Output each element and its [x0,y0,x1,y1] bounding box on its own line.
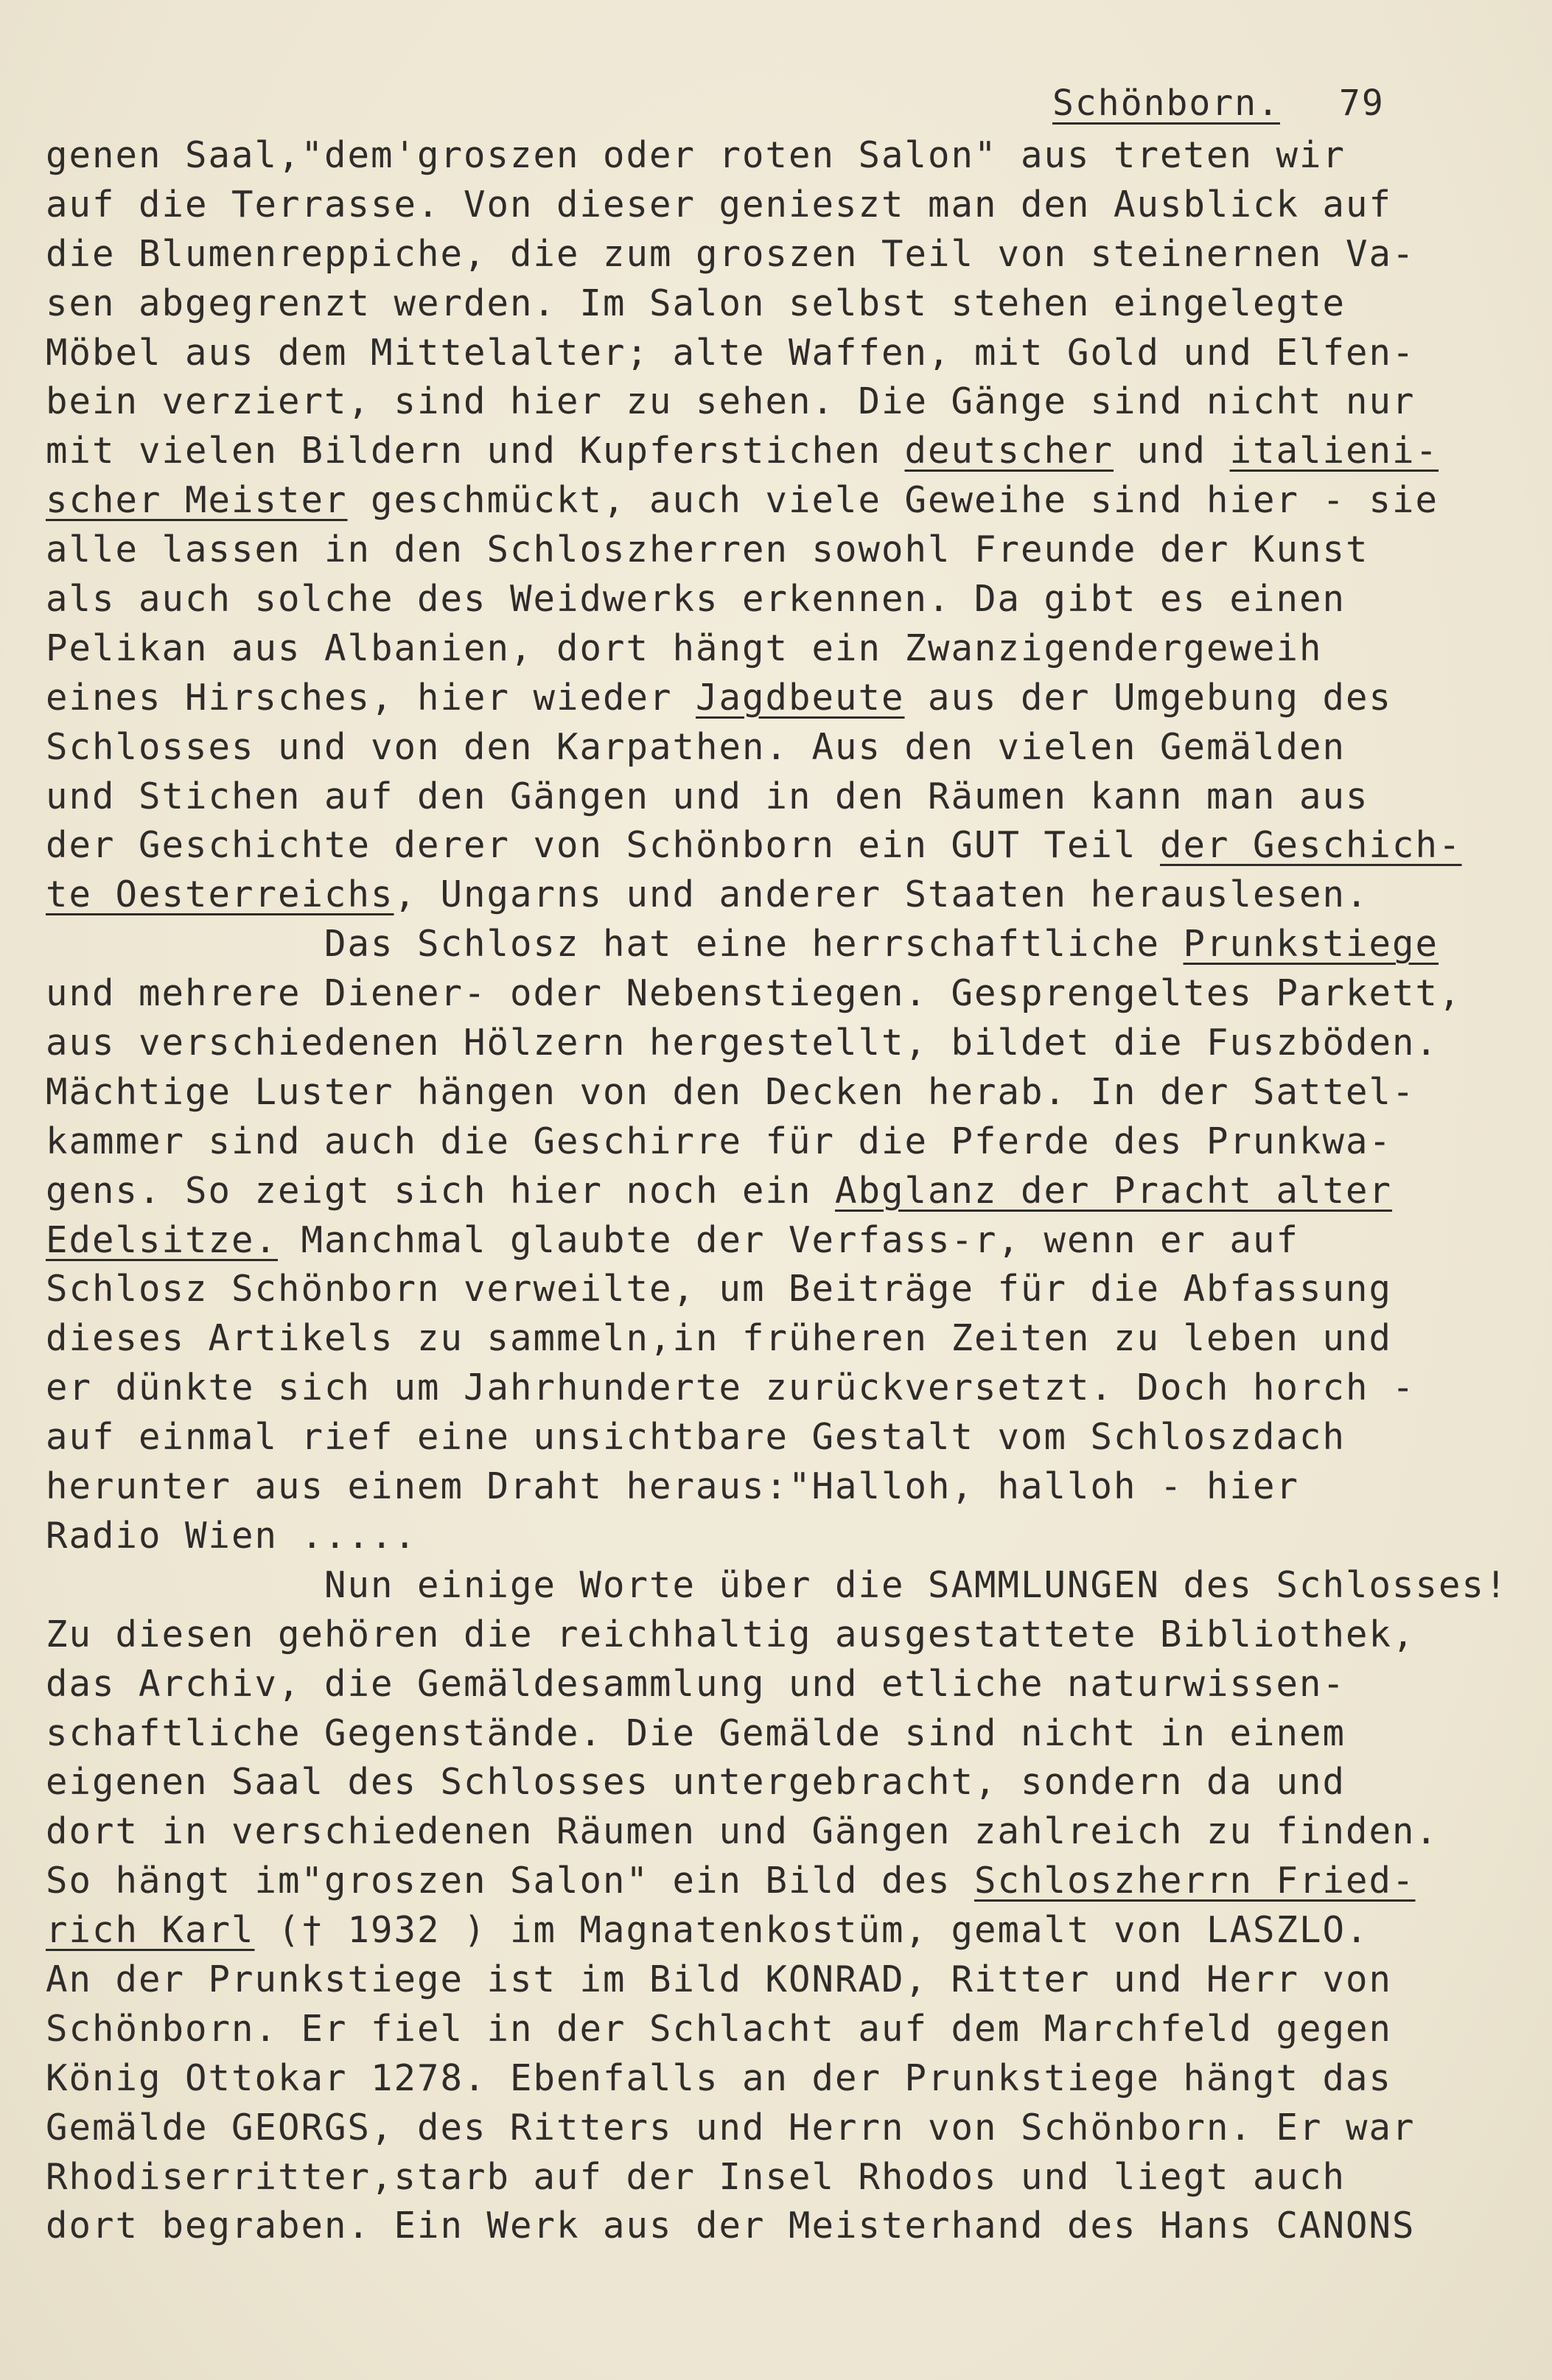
text-run: sen abgegrenzt werden. Im Salon selbst stehen eingelegte [46,282,1346,324]
underlined-phrase: Abglanz der Pracht alter [835,1169,1393,1212]
text-line [46,1857,1520,1906]
text-line [46,1561,1520,1610]
text-line [46,1758,1520,1807]
underlined-phrase: scher Meister [46,479,348,522]
text-run: Schlosz Schönborn verweilte, um Beiträge für die Abfassung [46,1268,1393,1311]
text-line [46,1216,1520,1266]
text-line [46,329,1520,378]
text-run: Manchmal glaubte der Verfass-r, wenn er auf [278,1218,1300,1261]
text-line [46,772,1520,822]
text-line [46,920,1520,969]
text-line [46,674,1520,723]
text-line [46,870,1520,920]
text-run: Das Schlosz hat eine herrschaftliche [46,923,1184,966]
text-run: aus verschiedenen Hölzern hergestellt, bildet die Fuszböden. [46,1022,1439,1064]
text-line [46,1709,1520,1759]
text-run: und [1114,430,1230,472]
text-line [46,1807,1520,1857]
text-line [46,181,1520,230]
underlined-phrase: Prunkstiege [1183,923,1439,966]
text-line [46,1610,1520,1660]
text-run: Pelikan aus Albanien, dort hängt ein Zwanzigendergeweih [46,627,1323,669]
text-run: eigenen Saal des Schlosses untergebracht, sondern da und [46,1761,1346,1804]
running-title: Schönborn. [1052,83,1280,124]
text-line [46,1068,1520,1117]
text-line [46,1462,1520,1512]
text-line [46,526,1520,575]
text-run: , Ungarns und anderer Staaten herauslesen. [394,873,1369,916]
page-header [1052,83,1385,124]
text-run: An der Prunkstiege ist im Bild KONRAD, Ritter und Herr von [46,1958,1393,2000]
text-line [46,969,1520,1019]
text-line [46,624,1520,674]
text-run: kammer sind auch die Geschirre für die Pferde des Prunkwa- [46,1120,1393,1162]
text-run: als auch solche des Weidwerks erkennen. Da gibt es einen [46,578,1346,621]
text-line [46,230,1520,279]
text-line [46,427,1520,476]
text-run: Schlosses und von den Karpathen. Aus den vielen Gemälden [46,725,1346,768]
text-line [46,723,1520,772]
underlined-phrase: italieni- [1229,430,1439,472]
text-line [46,1955,1520,2005]
text-run: geschmückt, auch viele Geweihe sind hier - sie [347,479,1439,522]
text-line [46,575,1520,624]
text-run: schaftliche Gegenstände. Die Gemälde sind nicht in einem [46,1711,1346,1754]
text-line [46,1413,1520,1462]
text-run: der Geschichte derer von Schönborn ein GUT Teil [46,824,1161,867]
underlined-phrase: te Oesterreichs [46,873,394,916]
text-run: mit vielen Bildern und Kupferstichen [46,430,905,472]
text-run: auf die Terrasse. Von dieser genieszt man den Ausblick auf [46,183,1393,226]
underlined-phrase: deutscher [904,430,1114,472]
text-run: er dünkte sich um Jahrhunderte zurückversetzt. Doch horch - [46,1367,1416,1409]
text-run: Gemälde GEORGS, des Ritters und Herrn von Schönborn. Er war [46,2106,1416,2149]
text-run: auf einmal rief eine unsichtbare Gestalt vom Schloszdach [46,1416,1346,1459]
text-line [46,1314,1520,1364]
page-number: 79 [1338,83,1385,124]
text-run: Mächtige Luster hängen von den Decken herab. In der Sattel- [46,1070,1416,1113]
text-line [46,821,1520,870]
text-run: und mehrere Diener- oder Nebenstiegen. Gesprengeltes Parkett, [46,972,1462,1015]
text-line [46,2202,1520,2251]
text-line [46,1167,1520,1216]
underlined-phrase: der Geschich- [1160,824,1462,867]
text-line [46,1364,1520,1413]
text-line [46,279,1520,329]
text-line [46,1512,1520,1561]
text-run: dort in verschiedenen Räumen und Gängen zahlreich zu finden. [46,1810,1439,1853]
body-text [46,131,1520,2251]
text-run: und Stichen auf den Gängen und in den Räumen kann man aus [46,775,1369,817]
text-run: König Ottokar 1278. Ebenfalls an der Prunkstiege hängt das [46,2056,1393,2099]
text-run: dieses Artikels zu sammeln,in früheren Zeiten zu leben und [46,1317,1393,1360]
text-run: aus der Umgebung des [904,676,1393,719]
text-run: genen Saal,"dem'groszen oder roten Salon" aus treten wir [46,134,1346,176]
text-run: Rhodiserritter,starb auf der Insel Rhodos und liegt auch [46,2155,1346,2198]
text-line [46,476,1520,526]
text-line [46,377,1520,427]
text-run: Schönborn. Er fiel in der Schlacht auf dem Marchfeld gegen [46,2007,1393,2050]
text-run: alle lassen in den Schloszherren sowohl Freunde der Kunst [46,528,1369,571]
text-run: Radio Wien ..... [46,1514,418,1557]
text-run: Zu diesen gehören die reichhaltig ausgestattete Bibliothek, [46,1613,1416,1655]
text-line [46,1117,1520,1167]
text-line [46,1019,1520,1068]
text-run: herunter aus einem Draht heraus:"Halloh, halloh - hier [46,1465,1300,1508]
underlined-phrase: Edelsitze. [46,1218,279,1261]
text-run: die Blumenreppiche, die zum groszen Teil von steinernen Va- [46,232,1416,275]
underlined-phrase: Schloszherrn Fried- [974,1860,1416,1902]
underlined-phrase: rich Karl [46,1909,255,1952]
text-run: das Archiv, die Gemäldesammlung und etliche naturwissen- [46,1662,1346,1705]
text-line [46,1660,1520,1709]
text-line [46,2005,1520,2054]
underlined-phrase: Jagdbeute [696,676,905,719]
text-run: dort begraben. Ein Werk aus der Meisterhand des Hans CANONS [46,2205,1416,2247]
text-line [46,2104,1520,2153]
text-line [46,1265,1520,1314]
text-run: († 1932 ) im Magnatenkostüm, gemalt von LASZLO. [254,1909,1369,1952]
text-line [46,2153,1520,2202]
text-run: gens. So zeigt sich hier noch ein [46,1169,836,1212]
text-line [46,2054,1520,2104]
text-line [46,1906,1520,1955]
text-run: eines Hirsches, hier wieder [46,676,696,719]
text-run: bein verziert, sind hier zu sehen. Die Gänge sind nicht nur [46,380,1416,423]
text-run: So hängt im"groszen Salon" ein Bild des [46,1860,975,1902]
text-run: Nun einige Worte über die SAMMLUNGEN des Schlosses! [46,1563,1509,1606]
text-line [46,131,1520,181]
text-run: Möbel aus dem Mittelalter; alte Waffen, mit Gold und Elfen- [46,331,1416,374]
